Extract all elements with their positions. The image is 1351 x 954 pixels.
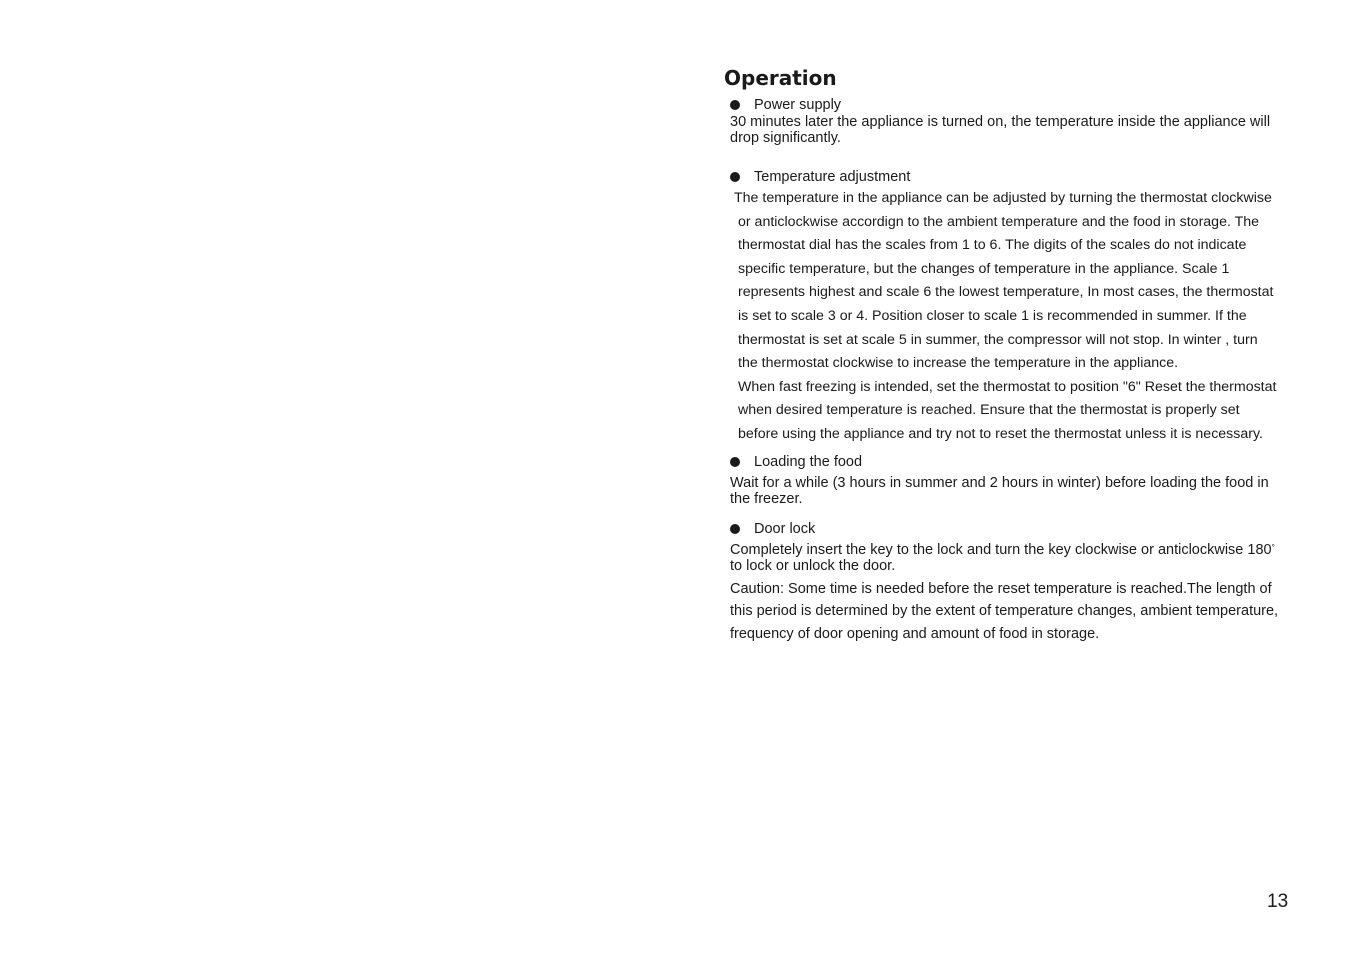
section-heading: Door lock: [754, 520, 816, 537]
bullet-dot-icon: [730, 172, 740, 182]
page-content: [724, 64, 1294, 645]
section-body: The temperature in the appliance can be adjusted by turning the thermostat clockwise or anticlockwise accordign to the ambient temperature and the food in storage. The thermostat dial has the scales from 1 to 6. The digits of the scales do not indicate specific temperature, but the changes of temperature in the appliance. Scale 1 represents highest and scale 6 the lowest temperature, In most cases, the thermostat is set to scale 3 or 4. Position closer to scale 1 is recommended in summer. If the thermostat is set at scale 5 in summer, the compressor will not stop. In winter , turn the thermostat clockwise to increase the temperature in the appliance.: [734, 190, 1274, 372]
caution-note: Caution: Some time is needed before the reset temperature is reached.The length of this period is determined by the extent of temperature changes, ambient temperature, frequency of door opening and amount of food in storage.: [730, 580, 1279, 642]
degree-symbol: °: [1271, 542, 1275, 552]
section-body: 30 minutes later the appliance is turned on, the temperature inside the appliance will drop significantly.: [730, 114, 1271, 146]
door-lock-text-cont: to lock or unlock the door.: [730, 557, 896, 574]
section-temperature-adjustment: [730, 168, 1294, 447]
section-power-supply: [730, 96, 1294, 146]
bullet-heading: [730, 453, 1294, 471]
section-heading: Loading the food: [754, 453, 863, 470]
page-title: Operation: [724, 66, 837, 90]
section-body: Wait for a while (3 hours in summer and 2 hours in winter) before loading the food in the freezer.: [730, 474, 1269, 507]
bullet-heading: [730, 96, 1294, 114]
section-heading: Temperature adjustment: [754, 169, 911, 185]
page-number: 13: [1267, 891, 1289, 912]
bullet-dot-icon: [730, 457, 740, 467]
section-body-secondary: When fast freezing is intended, set the thermostat to position "6" Reset the thermostat when desired temperature is reached. Ensure that the thermostat is properly set before using the appliance and try not to reset the thermostat unless it is necessary.: [738, 378, 1277, 442]
door-lock-text: Completely insert the key to the lock and turn the key clockwise or anticlockwise 180: [730, 541, 1272, 558]
bullet-heading: [730, 168, 1294, 186]
section-body: [730, 542, 1290, 574]
bullet-dot-icon: [730, 524, 740, 534]
bullet-dot-icon: [730, 100, 740, 110]
section-heading: Power supply: [754, 97, 842, 113]
section-loading-food: [730, 453, 1294, 507]
bullet-heading: [730, 520, 1294, 538]
section-door-lock: [730, 520, 1294, 646]
